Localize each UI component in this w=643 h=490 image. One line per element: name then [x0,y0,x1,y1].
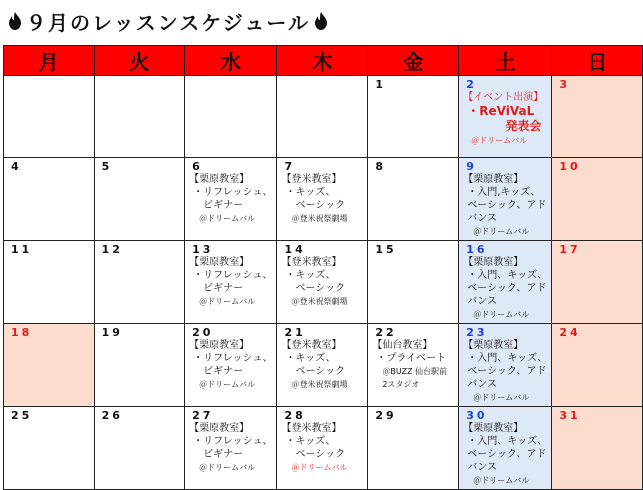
weekday-wed: 水 [185,46,277,76]
event-name: ・ReViVaL [467,104,535,118]
lesson-class: 【仙台教室】 [372,340,433,351]
day-number: 29 [375,409,397,422]
lesson-class: 【栗原教室】 [463,423,524,434]
event-venue: ＠ドリームバル [471,136,528,145]
lesson-course: ビギナー [203,366,244,377]
day-number: 17 [559,243,581,256]
lesson-class: 【登米教室】 [281,257,342,268]
lesson-venue: ＠ドリームバル [473,393,530,402]
lesson-class: 【栗原教室】 [463,174,524,185]
week-row [4,76,643,158]
weekday-tue: 火 [94,46,185,76]
day-cell-holiday [4,324,95,407]
lesson-course: ・リフレッシュ、 [193,436,273,447]
day-cell [368,158,459,241]
lesson-course: ・入門、キッズ、 [467,270,548,281]
day-number: 9 [466,160,477,173]
lesson-course: ・キッズ、 [285,187,336,198]
day-number: 18 [11,326,33,339]
day-cell [368,407,459,490]
day-cell [368,241,459,324]
day-cell-saturday [459,241,552,324]
day-cell [4,407,95,490]
week-row [4,158,643,241]
lesson-course: ・入門,キッズ、 [467,187,541,198]
day-cell [94,76,185,158]
day-cell [368,324,459,407]
day-number: 2 [466,78,477,91]
page-title-row [8,6,328,36]
lesson-course: バンス [467,213,497,224]
lesson-course: ・入門、キッズ、 [467,353,548,364]
week-row [4,241,643,324]
day-cell-saturday [459,407,552,490]
lesson-course: ・リフレッシュ、 [193,353,273,364]
day-cell [277,158,368,241]
day-cell [185,241,277,324]
lesson-course: ・プライベート [376,353,447,364]
lesson-class: 【登米教室】 [281,423,342,434]
lesson-course: ビギナー [203,283,244,294]
day-cell-sunday [552,158,643,241]
day-cell [94,158,185,241]
day-number: 7 [284,160,296,173]
lesson-class: 【栗原教室】 [189,174,250,185]
day-cell [94,407,185,490]
day-number: 13 [192,243,214,256]
day-number: 5 [101,160,113,173]
lesson-course: ビギナー [203,200,244,211]
lesson-course: ベーシック [295,200,346,211]
day-cell [4,241,95,324]
day-number: 20 [192,326,214,339]
day-cell-sunday [552,407,643,490]
day-cell [94,324,185,407]
day-cell-saturday [459,158,552,241]
event-name: 発表会 [505,119,542,133]
lesson-venue: ＠BUZZ 仙台駅前 [382,367,448,376]
lesson-course: ベーシック [295,366,346,377]
weekday-sat: 土 [459,46,552,76]
lesson-course: ・リフレッシュ、 [193,270,273,281]
lesson-course: ・入門、キッズ、 [467,436,548,447]
weekday-header-row [4,46,643,76]
week-row [4,407,643,490]
day-cell-saturday [459,324,552,407]
lesson-venue: ＠ドリームバル [199,463,256,472]
lesson-course: ・キッズ、 [285,436,336,447]
day-number: 4 [11,160,22,173]
schedule-calendar [3,45,643,490]
lesson-class: 【栗原教室】 [189,423,250,434]
day-number: 26 [101,409,123,422]
lesson-venue: ＠ドリームバル [199,380,256,389]
lesson-course: ベーシック、アド [467,366,547,377]
day-cell [185,324,277,407]
day-number: 31 [559,409,581,422]
day-cell-sunday [552,76,643,158]
lesson-venue: ＠ドリームバル [473,227,530,236]
lesson-course: ・キッズ、 [285,353,336,364]
lesson-venue: ＠ドリームバル [291,463,348,472]
weekday-thu: 木 [277,46,368,76]
day-cell [185,76,277,158]
day-cell-sunday [552,324,643,407]
lesson-course: ・リフレッシュ、 [193,187,273,198]
day-number: 11 [11,243,33,256]
lesson-course: ・キッズ、 [285,270,336,281]
day-cell [277,241,368,324]
lesson-class: 【栗原教室】 [463,257,524,268]
day-number: 3 [559,78,571,91]
day-number: 28 [284,409,306,422]
day-number: 21 [284,326,306,339]
day-number: 10 [559,160,581,173]
day-cell [4,158,95,241]
lesson-class: 【登米教室】 [281,174,342,185]
day-number: 6 [192,160,203,173]
day-cell [277,76,368,158]
day-number: 27 [192,409,214,422]
day-number: 1 [375,78,386,91]
lesson-course: バンス [467,379,497,390]
day-number: 24 [559,326,581,339]
lesson-course: ベーシック、アド [467,449,547,460]
day-number: 8 [375,160,386,173]
weekday-fri: 金 [368,46,459,76]
day-cell [185,158,277,241]
weekday-sun: 日 [552,46,643,76]
page-title: ９月のレッスンスケジュール [26,10,310,35]
day-cell [368,76,459,158]
lesson-course: ベーシック、アド [467,283,547,294]
lesson-class: 【栗原教室】 [463,340,524,351]
flame-icon [8,12,22,30]
day-number: 16 [466,243,488,256]
lesson-course: バンス [467,462,497,473]
week-row [4,324,643,407]
day-cell [4,76,95,158]
lesson-venue: ＠ドリームバル [473,310,530,319]
day-number: 23 [466,326,488,339]
day-cell-sunday [552,241,643,324]
day-cell-saturday [459,76,552,158]
day-number: 14 [284,243,306,256]
lesson-class: 【栗原教室】 [189,340,250,351]
day-number: 30 [466,409,488,422]
lesson-course: ベーシック [295,449,346,460]
event-category: 【イベント出演】 [463,92,544,103]
lesson-venue: ＠ドリームバル [473,476,530,485]
lesson-venue: ＠ドリームバル [199,214,256,223]
lesson-course: ベーシック [295,283,346,294]
day-number: 19 [101,326,123,339]
lesson-venue: ＠登米祝祭劇場 [291,380,348,389]
lesson-class: 【栗原教室】 [189,257,250,268]
lesson-class: 【登米教室】 [281,340,342,351]
lesson-venue: ＠登米祝祭劇場 [291,214,348,223]
day-number: 22 [375,326,397,339]
lesson-venue: 2スタジオ [382,380,420,389]
weekday-mon: 月 [4,46,95,76]
lesson-course: バンス [467,296,497,307]
day-number: 15 [375,243,397,256]
day-cell [185,407,277,490]
day-number: 25 [11,409,33,422]
lesson-venue: ＠登米祝祭劇場 [291,297,348,306]
lesson-venue: ＠ドリームバル [199,297,256,306]
day-cell [94,241,185,324]
day-cell [277,407,368,490]
flame-icon [314,12,328,30]
lesson-course: ベーシック、アド [467,200,547,211]
lesson-course: ビギナー [203,449,244,460]
day-number: 12 [101,243,123,256]
day-cell [277,324,368,407]
